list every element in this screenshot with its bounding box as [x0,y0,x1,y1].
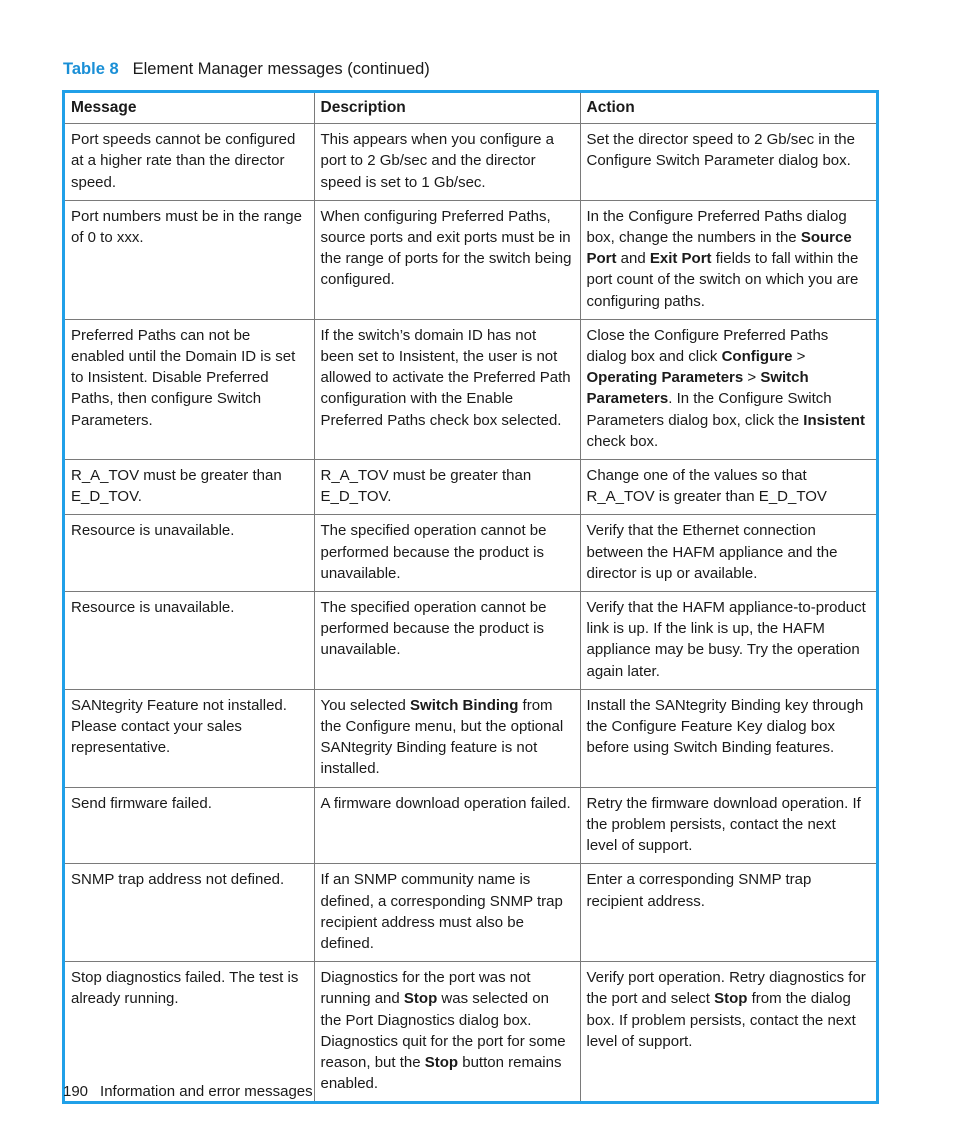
page-footer [63,1082,313,1102]
cell-text: If an SNMP community name is defined, a corresponding SNMP trap recipient address must also be defined. [320,871,563,952]
action-cell [580,200,876,319]
message-cell [65,124,314,201]
cell-text: The specified operation cannot be performed because the product is unavailable. [320,522,547,582]
table-row [65,460,876,515]
action-cell [580,515,876,592]
ui-term-text: Switch Parameters [586,369,809,408]
ui-term-text: Source Port [586,229,852,268]
message-cell [65,460,314,515]
cell-text: Preferred Paths can not be enabled until the Domain ID is set to Insistent. Disable Preferred Paths, then configure Switch Parameters. [71,326,296,429]
cell-text: from the dialog box. If problem persists, contact the next level of support. [586,990,856,1050]
message-cell [65,689,314,787]
description-cell [314,962,580,1102]
cell-text: Send firmware failed. [71,794,212,812]
description-cell [314,864,580,962]
cell-text: If the switch’s domain ID has not been set to Insistent, the user is not allowed to activate the Preferred Path configuration with the Enable Preferred Paths check box selected. [320,326,571,429]
ui-term-text: Switch Binding [410,696,519,714]
cell-text: Close the Configure Preferred Paths dialog box and click [586,326,829,366]
message-cell [65,864,314,962]
page-number: 190 [63,1083,89,1100]
cell-text: SANtegrity Feature not installed. Please contact your sales representative. [71,696,287,757]
ui-term-text: Stop [403,990,438,1008]
table-row [65,592,876,690]
message-cell [65,200,314,319]
action-cell [580,124,876,201]
footer-section-title: Information and error messages [100,1083,313,1100]
message-cell [65,592,314,690]
cell-text: In the Configure Preferred Paths dialog box, change the numbers in the [586,207,847,247]
cell-text: Resource is unavailable. [71,599,235,617]
cell-text: SNMP trap address not defined. [71,871,285,889]
cell-text: This appears when you configure a port to 2 Gb/sec and the director speed is set to 1 Gb/sec. [320,131,554,191]
cell-text: Enter a corresponding SNMP trap recipient address. [586,871,812,910]
cell-text: Verify that the Ethernet connection between the HAFM appliance and the director is up or available. [586,522,838,582]
column-header-description: Description [314,93,580,124]
cell-text: and [616,250,650,268]
message-cell [65,787,314,864]
cell-text: Port numbers must be in the range of 0 to xxx. [71,207,302,247]
cell-text: R_A_TOV must be greater than E_D_TOV. [320,467,532,506]
cell-text: Diagnostics for the port was not running and [320,969,531,1008]
cell-text: Resource is unavailable. [71,522,235,540]
table-row [65,962,876,1102]
cell-text: Verify port operation. Retry diagnostics for the port and select [586,969,866,1008]
cell-text: You selected [320,696,411,714]
action-cell [580,592,876,690]
cell-text: was selected on the Port Diagnostics dialog box. Diagnostics quit for the port for some reason, but the [320,990,566,1071]
table-row [65,319,876,459]
cell-text: . In the Configure Switch Parameters dialog box, click the [586,390,832,429]
ui-term-text: Exit Port [649,250,712,268]
message-cell [65,962,314,1102]
table-row [65,200,876,319]
action-cell [580,319,876,459]
ui-term-text: Configure [721,348,793,366]
cell-text: A firmware download operation failed. [320,794,571,812]
description-cell [314,515,580,592]
cell-text: Install the SANtegrity Binding key through the Configure Feature Key dialog box before using Switch Binding features. [586,696,864,757]
cell-text: Set the director speed to 2 Gb/sec in the Configure Switch Parameter dialog box. [586,131,855,170]
cell-text: from the Configure menu, but the optional SANtegrity Binding feature is not installed. [320,696,564,778]
table-body [65,124,876,1102]
table-title: Element Manager messages (continued) [132,60,430,78]
cell-text: Verify that the HAFM appliance-to-product link is up. If the link is up, the HAFM appliance may be busy. Try the operation again later. [586,599,866,680]
cell-text: button remains enabled. [320,1053,562,1093]
cell-text: fields to fall within the port count of the switch on which you are configuring paths. [586,250,859,310]
table-row [65,515,876,592]
column-header-message: Message [65,93,314,124]
description-cell [314,787,580,864]
action-cell [580,787,876,864]
cell-text: R_A_TOV must be greater than E_D_TOV. [71,467,282,506]
column-header-action: Action [580,93,876,124]
table-row [65,689,876,787]
cell-text: check box. [586,432,659,450]
action-cell [580,962,876,1102]
description-cell [314,200,580,319]
action-cell [580,689,876,787]
table-number: Table 8 [63,60,119,78]
table-row [65,864,876,962]
cell-text: Port speeds cannot be configured at a higher rate than the director speed. [71,131,296,191]
description-cell [314,592,580,690]
action-cell [580,864,876,962]
ui-term-text: Operating Parameters [586,369,744,387]
table-row [65,124,876,201]
cell-text: > [792,348,806,366]
ui-term-text: Insistent [803,411,865,429]
ui-term-text: Stop [714,990,748,1008]
cell-text: When configuring Preferred Paths, source ports and exit ports must be in the range of ports for the switch being configured. [320,207,572,289]
cell-text: The specified operation cannot be performed because the product is unavailable. [320,599,547,659]
message-cell [65,319,314,459]
cell-text: > [743,369,761,387]
table-header-row [65,93,876,124]
messages-table [62,90,879,1104]
description-cell [314,460,580,515]
description-cell [314,689,580,787]
action-cell [580,460,876,515]
cell-text: Retry the firmware download operation. If the problem persists, contact the next level of support. [586,794,861,855]
ui-term-text: Stop [424,1053,459,1071]
description-cell [314,124,580,201]
description-cell [314,319,580,459]
table-caption [63,58,430,80]
table-row [65,787,876,864]
cell-text: Change one of the values so that R_A_TOV is greater than E_D_TOV [586,467,827,506]
message-cell [65,515,314,592]
cell-text: Stop diagnostics failed. The test is already running. [71,969,299,1008]
